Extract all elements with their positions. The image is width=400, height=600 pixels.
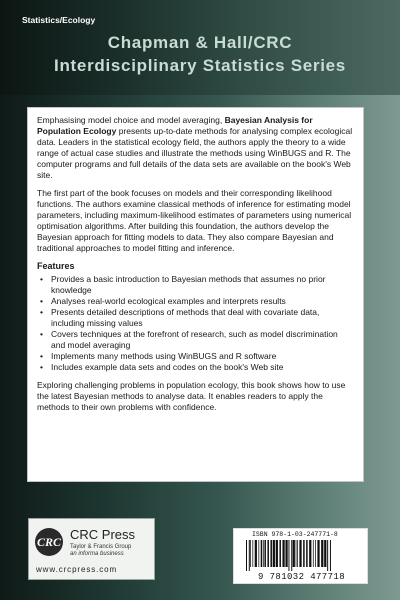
isbn-label: ISBN 978-1-03-247771-8	[252, 531, 338, 538]
feature-item	[37, 362, 354, 373]
publisher-box	[28, 518, 155, 580]
series-title-line1: Chapman & Hall/CRC	[107, 33, 293, 52]
feature-text: Implements many methods using WinBUGS and R software	[51, 351, 277, 361]
description-panel	[27, 107, 364, 482]
feature-text: Includes example data sets and codes on the book's Web site	[51, 362, 284, 372]
bullet-icon: •	[40, 307, 43, 317]
bullet-icon: •	[40, 351, 43, 361]
feature-text: Presents detailed descriptions of methods that deal with covariate data, including missing values	[51, 307, 320, 328]
publisher-group: Taylor & Francis Group	[70, 544, 132, 550]
feature-item	[37, 329, 354, 351]
bullet-icon: •	[40, 274, 43, 284]
features-list	[37, 274, 354, 373]
barcode-number: 9 781032 477718	[257, 572, 345, 582]
feature-text: Covers techniques at the forefront of research, such as model discrimination and model averaging	[51, 329, 338, 350]
header-band	[0, 0, 400, 95]
barcode-icon	[246, 540, 357, 571]
intro-rest: presents up-to-date methods for analysing complex ecological data. Leaders in the statistical ecology field, the authors apply the theory to a wide range of actual case studies and illustrate the methods using WinBUGS and R. The computer programs and full details of the data sets are available on the book's Web site.	[37, 126, 353, 180]
closing-paragraph: Exploring challenging problems in population ecology, this book shows how to use the latest Bayesian methods to analyse data. It enables readers to apply the methods to their own problems with confidence.	[37, 380, 346, 412]
feature-text: Analyses real-world ecological examples and interprets results	[51, 296, 286, 306]
publisher-parent: an informa business	[70, 551, 124, 557]
series-title-line2: Interdisciplinary Statistics Series	[54, 56, 346, 75]
feature-item	[37, 307, 354, 329]
feature-item	[37, 296, 354, 307]
book-title: Bayesian Analysis for Population Ecology	[37, 115, 313, 136]
bullet-icon: •	[40, 362, 43, 372]
intro-lead: Emphasising model choice and model averaging,	[37, 115, 225, 125]
intro-paragraph	[37, 115, 354, 181]
barcode-panel	[233, 528, 368, 584]
bullet-icon: •	[40, 329, 43, 339]
crc-logo-icon: CRC	[35, 528, 63, 556]
second-paragraph: The first part of the book focuses on models and their corresponding likelihood functions. The authors examine classical methods of inference for estimating model parameters, including maximum-likelihood estimates of parameters using numerical optimisation algorithms. After building this foundation, the authors develop the Bayesian approach for fitting models to data. They also compare Bayesian and traditional approaches to model fitting and inference.	[37, 188, 352, 253]
feature-item	[37, 274, 354, 296]
features-heading: Features	[37, 261, 75, 271]
publisher-website: www.crcpress.com	[36, 565, 118, 574]
publisher-name: CRC Press	[70, 527, 136, 542]
bullet-icon: •	[40, 296, 43, 306]
feature-text: Provides a basic introduction to Bayesian methods that assumes no prior knowledge	[51, 274, 326, 295]
feature-item	[37, 351, 354, 362]
category-label: Statistics/Ecology	[22, 15, 96, 25]
